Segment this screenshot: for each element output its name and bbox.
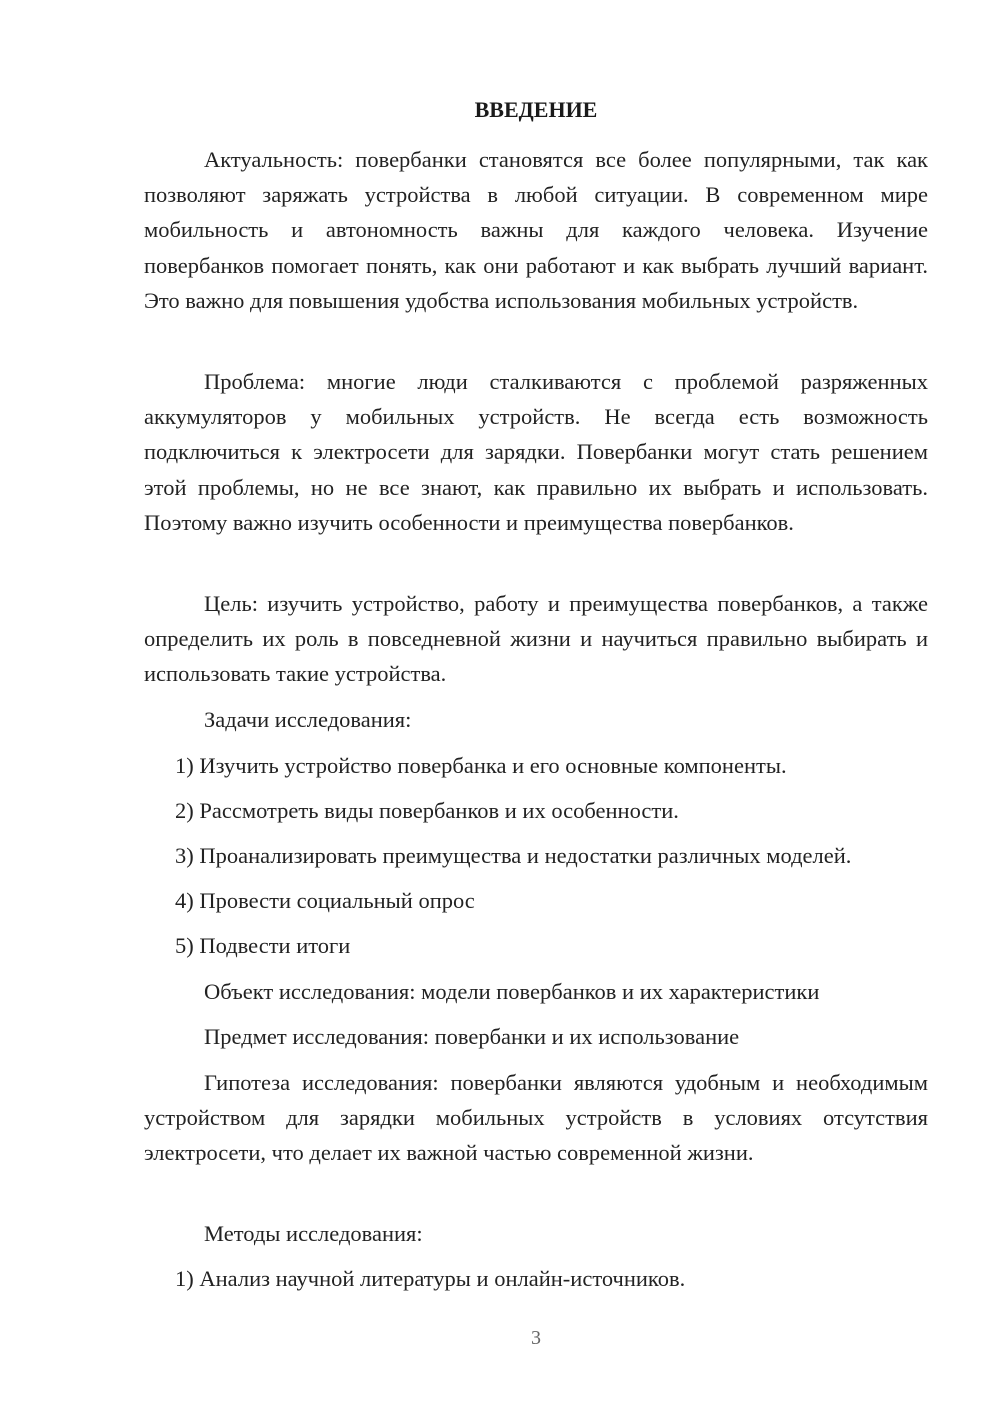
task-item: 2) Рассмотреть виды повербанков и их особенности. [175, 798, 679, 823]
methods-heading: Методы исследования: [204, 1221, 423, 1246]
page-number: 3 [531, 1327, 541, 1349]
task-item: 5) Подвести итоги [175, 933, 351, 958]
task-item: 3) Проанализировать преимущества и недостатки различных моделей. [175, 843, 852, 868]
actuality-paragraph: Актуальность: повербанки становятся все более популярными, так как позволяют заряжать устройства в любой ситуации. В современном мире мобильность и автономность важны для каждого человека. Изучение повербанков помогает понять, как они работают и как выбрать лучший вариант. Это важно для повышения удобства использования мобильных устройств. [144, 147, 928, 313]
problem-paragraph: Проблема: многие люди сталкиваются с проблемой разряженных аккумуляторов у мобильных устройств. Не всегда есть возможность подключиться к электросети для зарядки. Повербанки могут стать решением этой проблемы, но не все знают, как правильно их выбрать и использовать. Поэтому важно изучить особенности и преимущества повербанков. [144, 369, 928, 535]
task-item: 4) Провести социальный опрос [175, 888, 475, 913]
subject-line: Предмет исследования: повербанки и их использование [204, 1024, 740, 1049]
page-title: ВВЕДЕНИЕ [474, 97, 598, 122]
hypothesis-paragraph: Гипотеза исследования: повербанки являются удобным и необходимым устройством для зарядки мобильных устройств в условиях отсутствия электросети, что делает их важной частью современной жизни. [144, 1070, 928, 1166]
object-line: Объект исследования: модели повербанков и их характеристики [204, 979, 820, 1004]
task-item: 1) Изучить устройство повербанка и его основные компоненты. [175, 753, 787, 778]
method-item: 1) Анализ научной литературы и онлайн-источников. [175, 1266, 686, 1291]
tasks-heading: Задачи исследования: [204, 707, 412, 732]
goal-paragraph: Цель: изучить устройство, работу и преимущества повербанков, а также определить их роль в повседневной жизни и научиться правильно выбирать и использовать такие устройства. [144, 591, 928, 687]
